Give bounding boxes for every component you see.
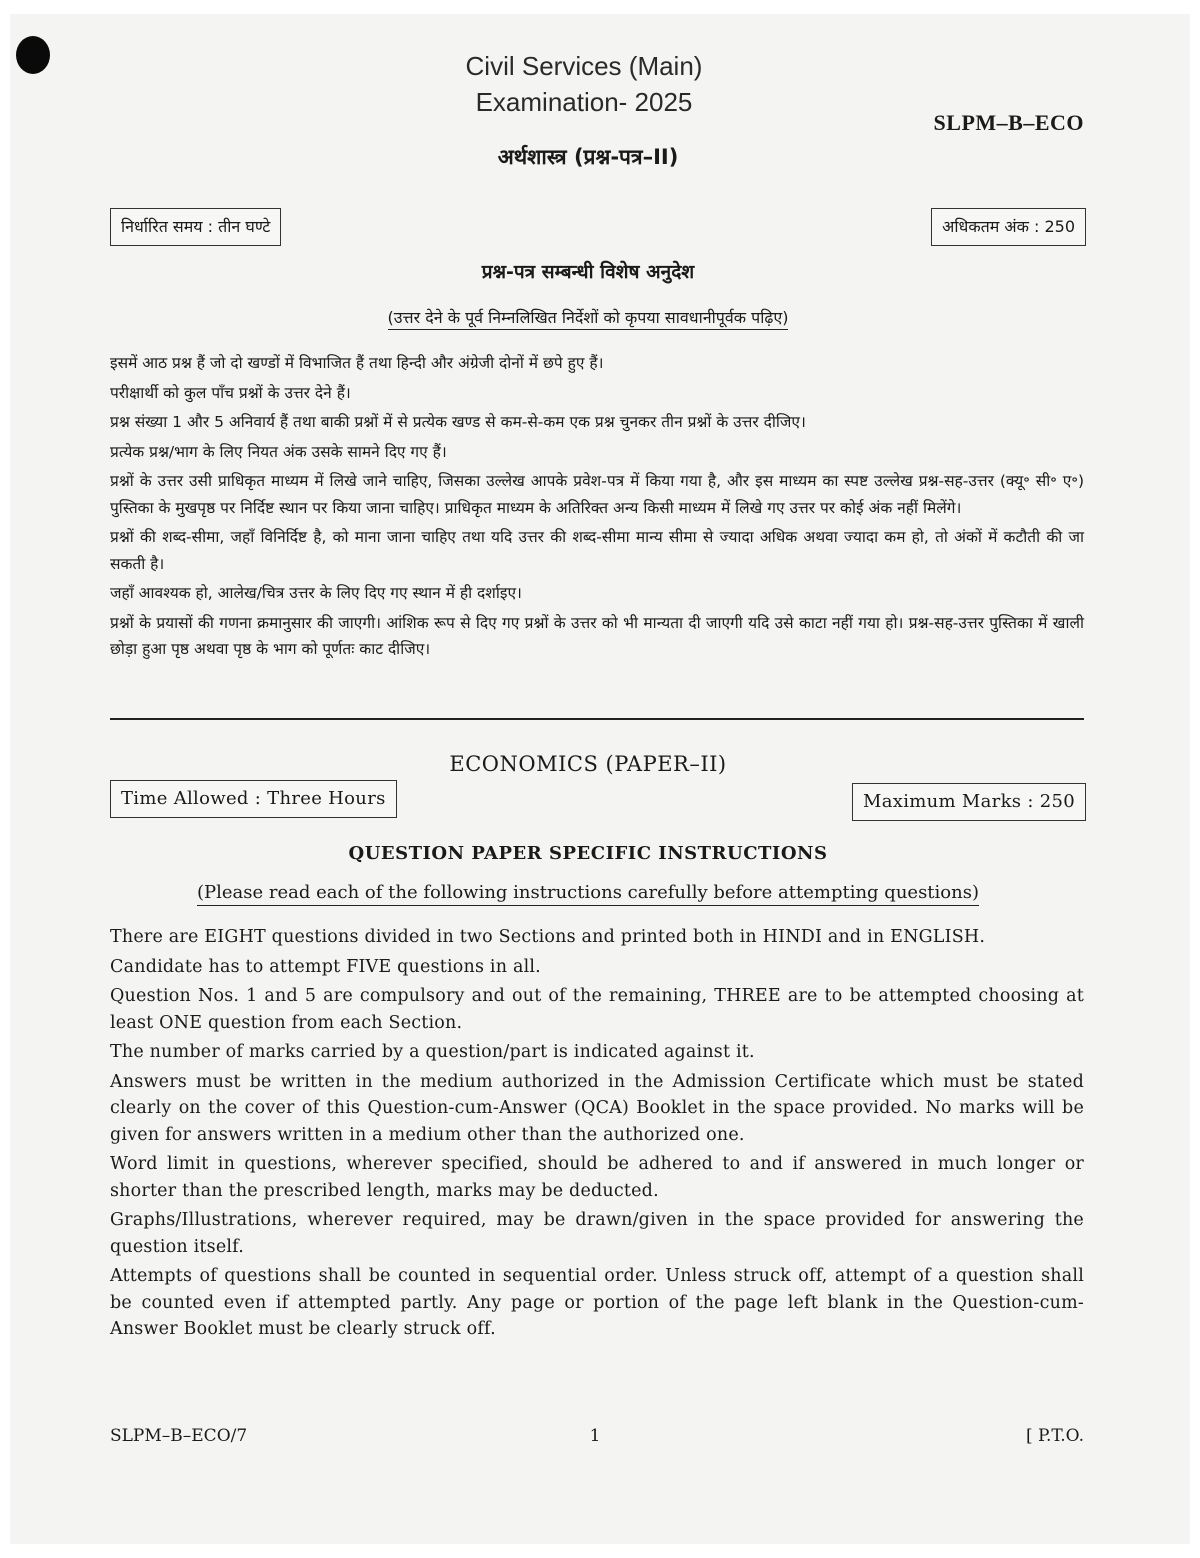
english-instructions-subheading [0, 882, 1176, 903]
hindi-instruction: प्रश्नों के उत्तर उसी प्राधिकृत माध्यम में लिखे जाने चाहिए, जिसका उल्लेख आपके प्रवेश-पत्र में किया गया है, और इस माध्यम का स्पष्ट उल्लेख प्रश्न-सह-उत्तर (क्यू॰ सी॰ ए॰) पुस्तिका के मुखपृष्ठ पर निर्दिष्ट स्थान पर किया जाना चाहिए। प्राधिकृत माध्यम के अतिरिक्त अन्य किसी माध्यम में लिखे गए उत्तर पर कोई अंक नहीं मिलेंगे। [110, 472, 1084, 517]
hindi-instruction: प्रत्येक प्रश्न/भाग के लिए नियत अंक उसके सामने दिए गए हैं। [110, 442, 447, 461]
hindi-instruction: परीक्षार्थी को कुल पाँच प्रश्नों के उत्तर देने हैं। [110, 383, 351, 402]
hindi-paper-title: अर्थशास्त्र (प्रश्न-पत्र–II) [497, 145, 679, 169]
english-instruction: Word limit in questions, wherever specified, should be adhered to and if answered in much longer or shorter than the prescribed length, marks may be deducted. [110, 1154, 1084, 1201]
exam-title-line1: Civil Services (Main) [465, 51, 703, 81]
english-instructions-list [110, 924, 1084, 1346]
english-instruction: Graphs/Illustrations, wherever required, may be drawn/given in the space provided for answering the question itself. [110, 1210, 1084, 1257]
english-instruction: Answers must be written in the medium authorized in the Admission Certificate which must be stated clearly on the cover of this Question-cum-Answer (QCA) Booklet in the space provided. No marks will be given for answers written in a medium other than the authorized one. [110, 1071, 1084, 1145]
exam-title-line2: Examination- 2025 [475, 87, 693, 117]
footer-pto: [ P.T.O. [1025, 1426, 1084, 1446]
footer-paper-code: SLPM–B–ECO/7 [110, 1426, 248, 1446]
english-instruction: There are EIGHT questions divided in two Sections and printed both in HINDI and in ENGLISH. [110, 927, 986, 947]
footer-page-number: 1 [589, 1426, 601, 1446]
english-instruction: Candidate has to attempt FIVE questions in all. [110, 956, 541, 977]
paper-code: SLPM–B–ECO [933, 110, 1084, 135]
hindi-instructions-subheading [0, 306, 1176, 328]
hindi-instruction: प्रश्नों की शब्द-सीमा, जहाँ विनिर्दिष्ट है, को माना जाना चाहिए तथा यदि उत्तर की शब्द-सीमा मान्य सीमा से ज्यादा अधिक अथवा ज्यादा कम हो, तो अंकों में कटौती की जा सकती है। [110, 528, 1084, 573]
hindi-instructions-heading: प्रश्न-पत्र सम्बन्धी विशेष अनुदेश [481, 261, 695, 283]
english-marks-box: Maximum Marks : 250 [852, 783, 1086, 821]
hindi-instructions-list [110, 350, 1084, 666]
hindi-marks-box: अधिकतम अंक : 250 [931, 208, 1086, 246]
english-instruction: Attempts of questions shall be counted in sequential order. Unless struck off, attempt of a question shall be counted even if attempted partly. Any page or portion of the page left blank in the Question-cum-Answer Booklet must be clearly struck off. [110, 1266, 1084, 1339]
section-divider [110, 718, 1084, 720]
english-instruction: The number of marks carried by a question/part is indicated against it. [110, 1042, 755, 1062]
english-instruction: Question Nos. 1 and 5 are compulsory and out of the remaining, THREE are to be attempted choosing at least ONE question from each Section. [110, 986, 1084, 1033]
hindi-instruction: प्रश्नों के प्रयासों की गणना क्रमानुसार की जाएगी। आंशिक रूप से दिए गए प्रश्नों के उत्तर को भी मान्यता दी जाएगी यदि उसे काटा नहीं गया हो। प्रश्न-सह-उत्तर पुस्तिका में खाली छोड़ा हुआ पृष्ठ अथवा पृष्ठ के भाग को पूर्णतः काट दीजिए। [110, 613, 1084, 658]
english-subheading-text: (Please read each of the following instructions carefully before attempting questions) [197, 882, 979, 906]
hindi-instruction: इसमें आठ प्रश्न हैं जो दो खण्डों में विभाजित हैं तथा हिन्दी और अंग्रेजी दोनों में छपे हुए हैं। [110, 354, 604, 372]
hindi-instruction: जहाँ आवश्यक हो, आलेख/चित्र उत्तर के लिए दिए गए स्थान में ही दर्शाइए। [110, 584, 522, 602]
hindi-time-box: निर्धारित समय : तीन घण्टे [110, 208, 281, 246]
hindi-subheading-text: (उत्तर देने के पूर्व निम्नलिखित निर्देशों को कृपया सावधानीपूर्वक पढ़िए) [388, 308, 789, 330]
hindi-instruction: प्रश्न संख्या 1 और 5 अनिवार्य हैं तथा बाकी प्रश्नों में से प्रत्येक खण्ड से कम-से-कम एक प्रश्न चुनकर तीन प्रश्नों के उत्तर दीजिए। [110, 413, 806, 431]
english-time-box: Time Allowed : Three Hours [110, 780, 397, 818]
english-paper-title: ECONOMICS (PAPER–II) [449, 752, 727, 776]
english-instructions-heading: QUESTION PAPER SPECIFIC INSTRUCTIONS [348, 843, 828, 864]
